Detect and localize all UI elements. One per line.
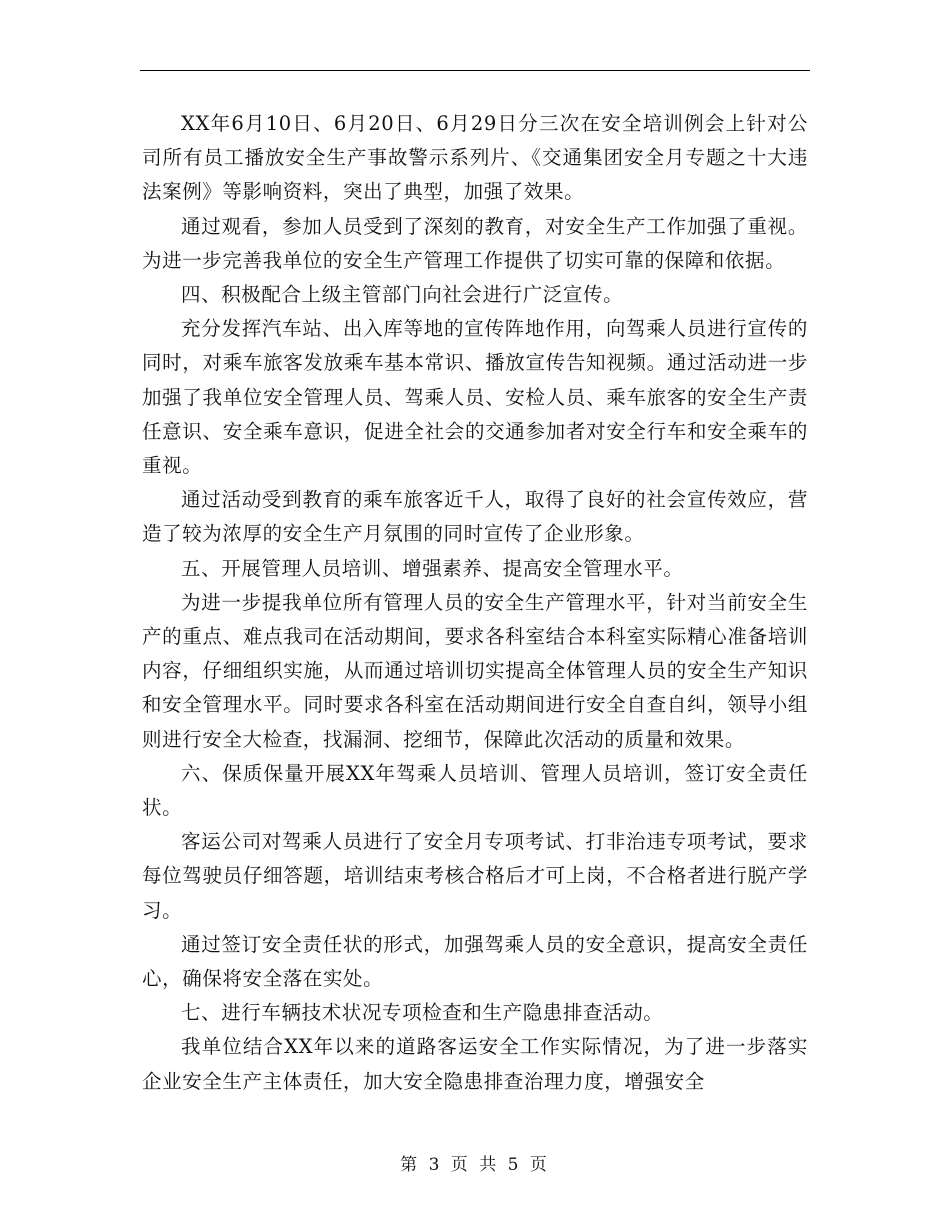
section-heading-4: 四、积极配合上级主管部门向社会进行广泛宣传。: [181, 283, 624, 307]
paragraph-4: 通过活动受到教育的乘车旅客近千人，取得了良好的社会宣传效应，营造了较为浓厚的安全生产月氛围的同时宣传了企业形象。: [142, 488, 808, 546]
paragraph-1: XX年6月10日、6月20日、6月29日分三次在安全培训例会上针对公司所有员工播放安全生产事故警示系列片、《交通集团安全月专题之十大违法案例》等影响资料，突出了典型，加强了效果。: [142, 112, 808, 204]
section-heading-5: 五、开展管理人员培训、增强素养、提高安全管理水平。: [181, 556, 684, 580]
paragraph-5: 为进一步提我单位所有管理人员的安全生产管理水平，针对当前安全生产的重点、难点我司在活动期间，要求各科室结合本科室实际精心准备培训内容，仔细组织实施，从而通过培训切实提高全体管理人员的安全生产知识和安全管理水平。同时要求各科室在活动期间进行安全自查自纠，领导小组则进行安全大检查，找漏洞、挖细节，保障此次活动的质量和效果。: [142, 590, 808, 751]
section-heading-6: 六、保质保量开展XX年驾乘人员培训、管理人员培训，签订安全责任状。: [142, 761, 808, 820]
paragraph-7: 通过签订安全责任状的形式，加强驾乘人员的安全意识，提高安全责任心，确保将安全落在实处。: [142, 932, 808, 991]
section-heading-7: 七、进行车辆技术状况专项检查和生产隐患排查活动。: [181, 1001, 664, 1025]
header-rule: [140, 70, 810, 71]
paragraph-3: 充分发挥汽车站、出入库等地的宣传阵地作用，向驾乘人员进行宣传的同时，对乘车旅客发放乘车基本常识、播放宣传告知视频。通过活动进一步加强了我单位安全管理人员、驾乘人员、安检人员、乘车旅客的安全生产责任意识、安全乘车意识，促进全社会的交通参加者对安全行车和安全乘车的重视。: [142, 317, 808, 478]
document-body: [142, 107, 808, 1099]
paragraph-8: 我单位结合XX年以来的道路客运安全工作实际情况，为了进一步落实企业安全生产主体责任，加大安全隐患排查治理力度，增强安全: [142, 1035, 808, 1093]
paragraph-6: 客运公司对驾乘人员进行了安全月专项考试、打非治违专项考试，要求每位驾驶员仔细答题，培训结束考核合格后才可上岗，不合格者进行脱产学习。: [142, 830, 808, 922]
page-number: 第 3 页 共 5 页: [400, 1155, 550, 1175]
paragraph-2: 通过观看，参加人员受到了深刻的教育，对安全生产工作加强了重视。为进一步完善我单位的安全生产管理工作提供了切实可靠的保障和依据。: [142, 214, 808, 272]
